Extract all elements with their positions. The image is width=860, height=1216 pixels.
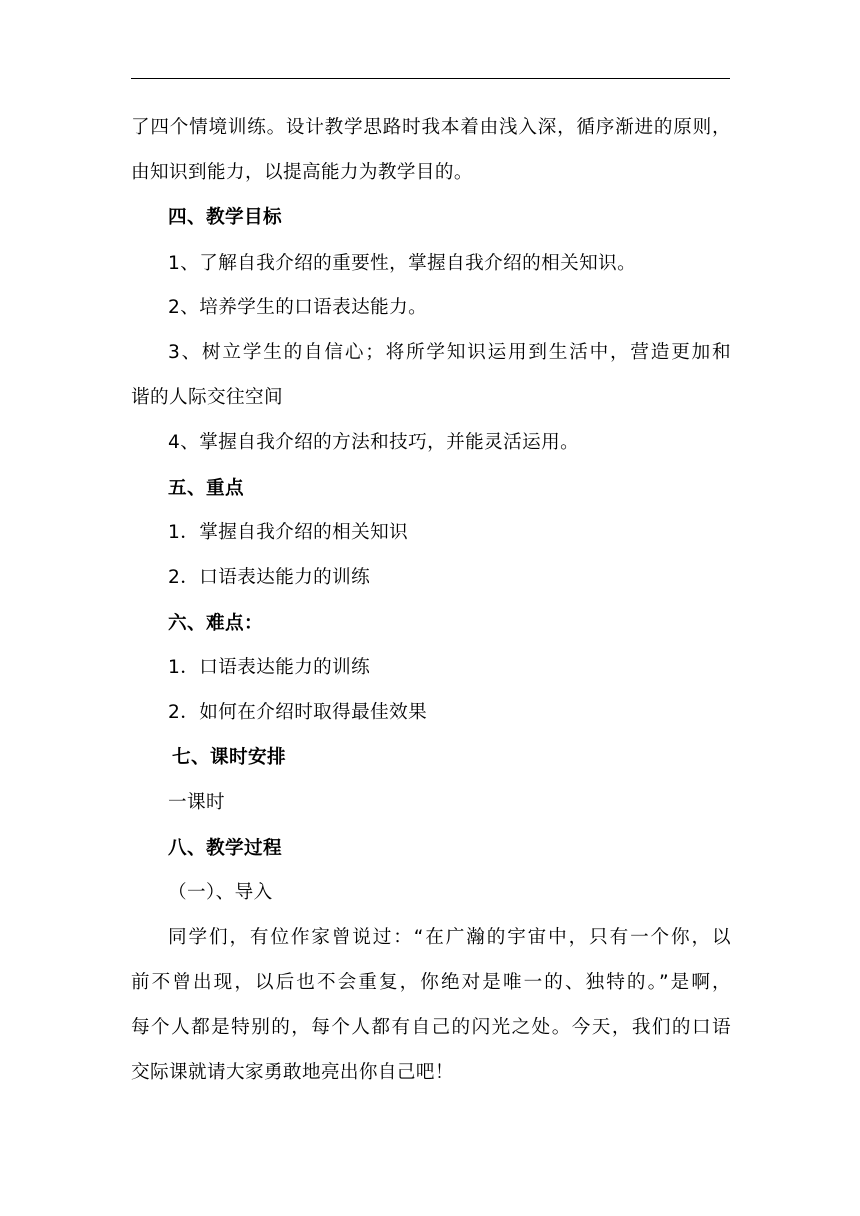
paragraph-line: 每个人都是特别的，每个人都有自己的闪光之处。今天，我们的口语 [131, 1017, 731, 1038]
list-item: 1．口语表达能力的训练 [168, 657, 371, 678]
paragraph-line: 交际课就请大家勇敢地亮出你自己吧！ [131, 1062, 454, 1083]
section-8-heading: 八、教学过程 [168, 838, 282, 859]
section-6-heading: 六、难点： [168, 613, 263, 634]
list-item-continuation: 谐的人际交往空间 [131, 387, 283, 408]
intro-line-1: 了四个情境训练。设计教学思路时我本着由浅入深，循序渐进的原则， [131, 117, 731, 138]
list-item: 1、了解自我介绍的重要性，掌握自我介绍的相关知识。 [168, 253, 637, 274]
section-5-heading: 五、重点 [168, 478, 244, 499]
paragraph-line: 前不曾出现，以后也不会重复，你绝对是唯一的、独特的。”是啊， [131, 972, 731, 993]
list-item: 2．口语表达能力的训练 [168, 567, 371, 588]
intro-line-2: 由知识到能力，以提高能力为教学目的。 [131, 162, 473, 183]
list-item: 2、培养学生的口语表达能力。 [168, 297, 428, 318]
section-8-subheading: （一）、导入 [168, 882, 273, 903]
list-item: 1．掌握自我介绍的相关知识 [168, 522, 409, 543]
list-item: 2．如何在介绍时取得最佳效果 [168, 702, 428, 723]
header-rule [131, 78, 730, 79]
list-item: 4、掌握自我介绍的方法和技巧，并能灵活运用。 [168, 432, 580, 453]
section-7-heading: 七、课时安排 [172, 747, 286, 768]
paragraph-line: 同学们，有位作家曾说过：“在广瀚的宇宙中，只有一个你，以 [168, 927, 731, 948]
section-4-heading: 四、教学目标 [168, 207, 282, 228]
section-7-content: 一课时 [168, 792, 225, 813]
list-item: 3、树立学生的自信心；将所学知识运用到生活中，营造更加和 [168, 342, 731, 363]
